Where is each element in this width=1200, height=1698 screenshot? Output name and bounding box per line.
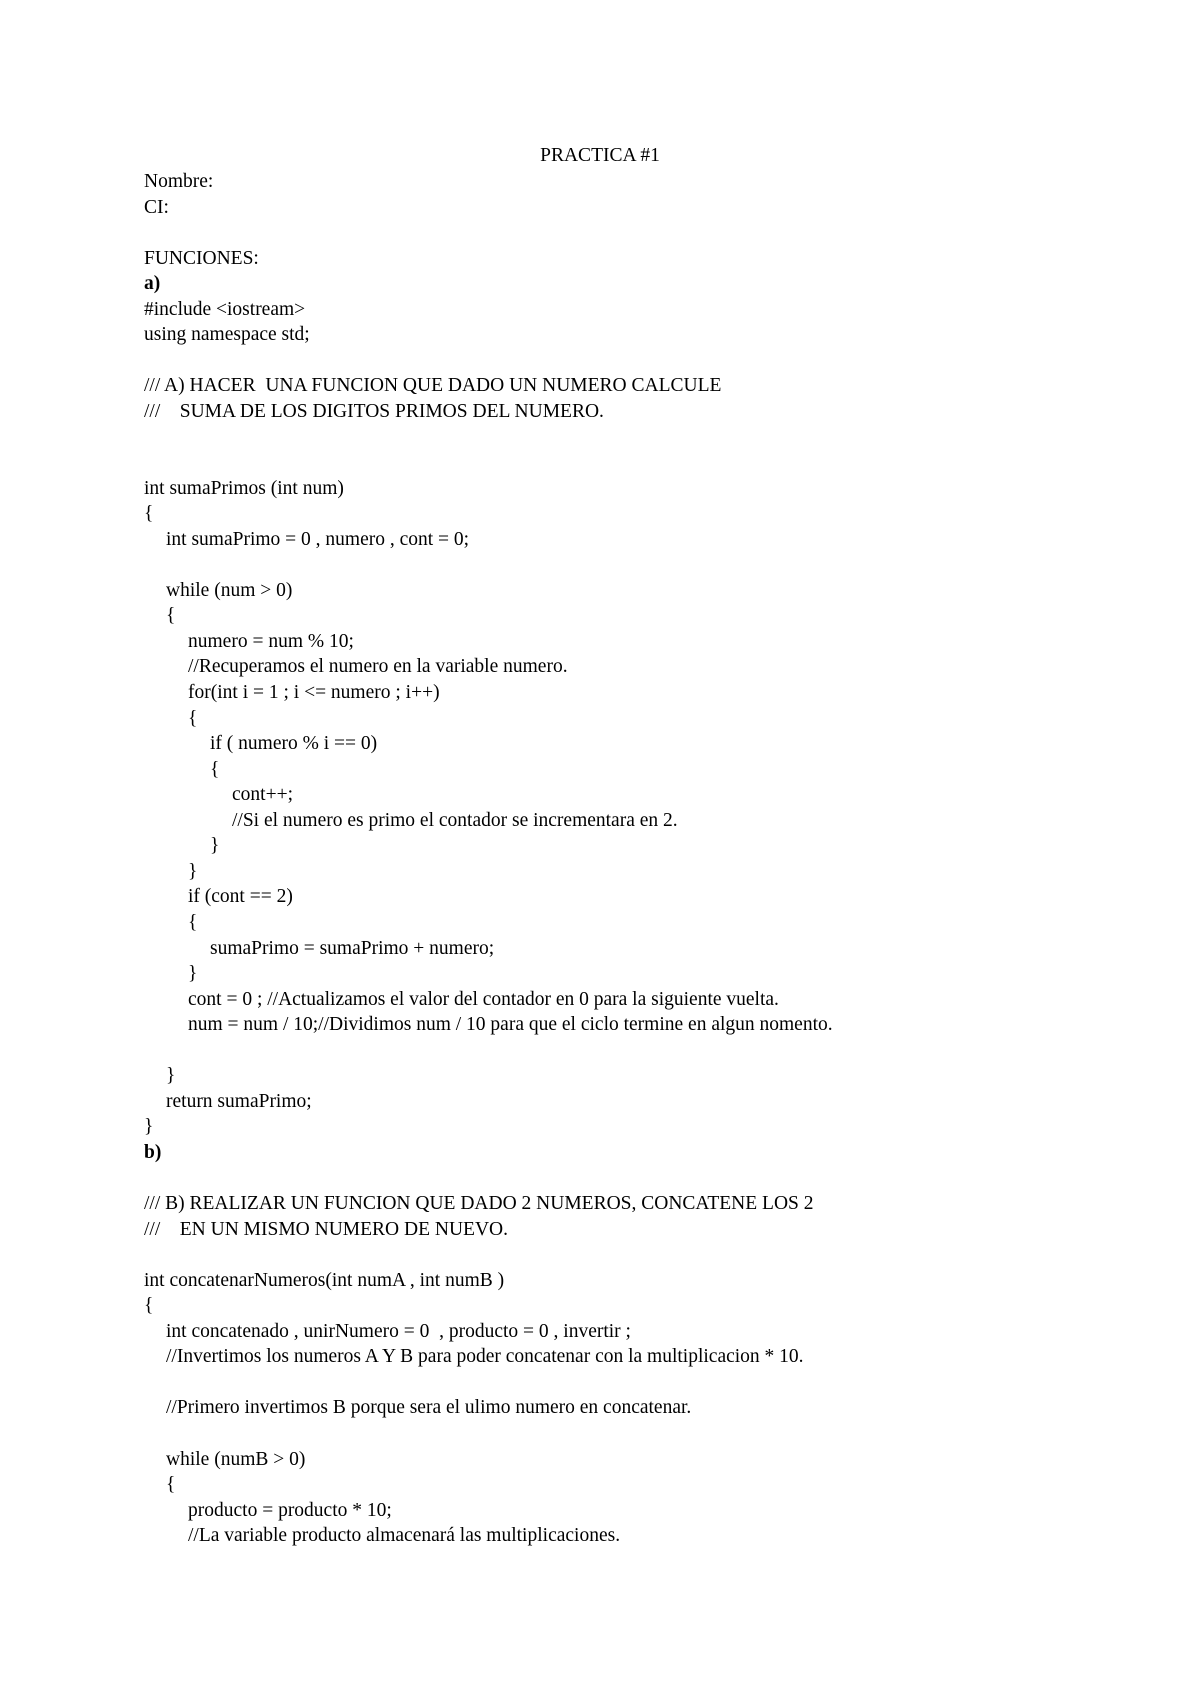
text-line: { — [188, 707, 198, 729]
text-line: FUNCIONES: — [144, 247, 259, 269]
text-line: //La variable producto almacenará las multiplicaciones. — [188, 1525, 621, 1547]
text-line: for(int i = 1 ; i <= numero ; i++) — [188, 682, 440, 703]
text-line: CI: — [144, 196, 169, 218]
text-line: int concatenado , unirNumero = 0 , producto = 0 , invertir ; — [166, 1320, 631, 1342]
page-title: PRACTICA #1 — [540, 145, 660, 166]
text-line: if (cont == 2) — [188, 886, 293, 908]
text-line: while (numB > 0) — [166, 1448, 306, 1470]
text-line: sumaPrimo = sumaPrimo + numero; — [210, 937, 495, 959]
text-line: } — [166, 1065, 176, 1087]
text-line: { — [166, 1474, 176, 1496]
text-line: //Invertimos los numeros A Y B para poder concatenar con la multiplicacion * 10. — [166, 1346, 804, 1368]
text-line: { — [210, 758, 220, 780]
text-line: b) — [144, 1141, 162, 1163]
text-line: while (num > 0) — [166, 579, 293, 601]
text-line: cont++; — [232, 784, 293, 806]
text-line: cont = 0 ; //Actualizamos el valor del contador en 0 para la siguiente vuelta. — [188, 988, 779, 1010]
text-line: #include <iostream> — [144, 298, 306, 320]
text-line: numero = num % 10; — [188, 630, 354, 652]
text-line: //Primero invertimos B porque sera el ulimo numero en concatenar. — [166, 1397, 692, 1419]
text-line: num = num / 10;//Dividimos num / 10 para que el ciclo termine en algun nomento. — [188, 1014, 833, 1036]
text-line: return sumaPrimo; — [166, 1090, 312, 1112]
text-line: } — [144, 1116, 154, 1138]
text-line: Nombre: — [144, 171, 214, 192]
text-line: int concatenarNumeros(int numA , int numB ) — [144, 1269, 505, 1291]
text-line: /// B) REALIZAR UN FUNCION QUE DADO 2 NUMEROS, CONCATENE LOS 2 — [144, 1193, 814, 1214]
text-line: using namespace std; — [144, 324, 310, 346]
text-line: } — [188, 963, 198, 985]
text-line: int sumaPrimo = 0 , numero , cont = 0; — [166, 528, 470, 550]
text-line: { — [144, 503, 154, 525]
text-line: } — [210, 835, 220, 857]
text-line: /// SUMA DE LOS DIGITOS PRIMOS DEL NUMERO. — [144, 400, 604, 422]
text-line: /// EN UN MISMO NUMERO DE NUEVO. — [144, 1218, 508, 1240]
text-line: //Recuperamos el numero en la variable numero. — [188, 656, 568, 678]
text-line: int sumaPrimos (int num) — [144, 477, 344, 499]
text-line: //Si el numero es primo el contador se incrementara en 2. — [232, 809, 678, 831]
text-line: } — [188, 860, 198, 882]
text-line: { — [166, 605, 176, 627]
text-line: if ( numero % i == 0) — [210, 733, 378, 755]
text-line: a) — [144, 273, 161, 295]
text-line: /// A) HACER UNA FUNCION QUE DADO UN NUMERO CALCULE — [144, 375, 722, 397]
text-line: { — [188, 911, 198, 933]
text-line: { — [144, 1295, 154, 1317]
text-line: producto = producto * 10; — [188, 1499, 392, 1521]
